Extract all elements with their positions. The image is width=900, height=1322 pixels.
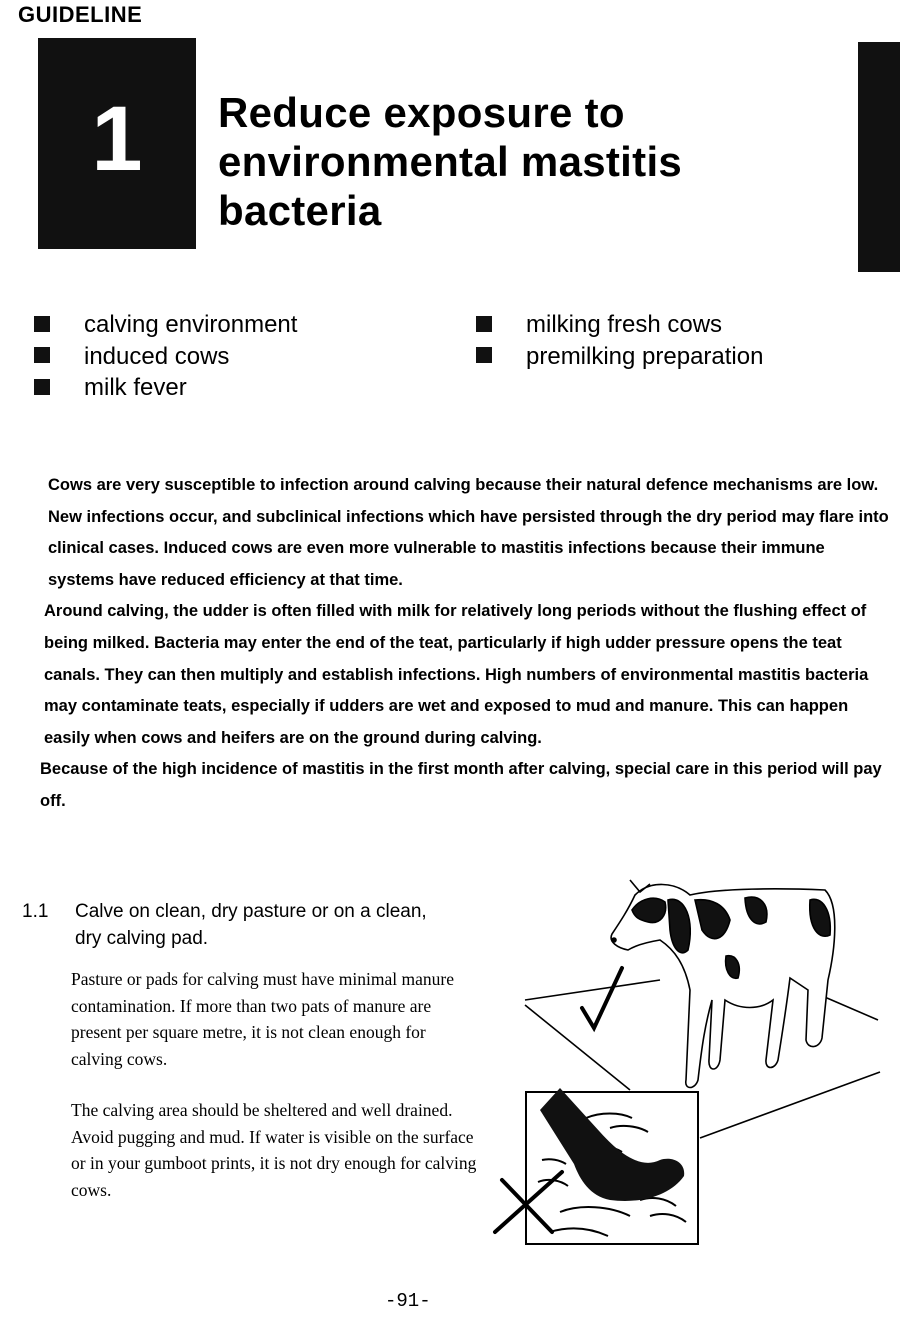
topic-label: milking fresh cows	[526, 311, 723, 338]
checkmark-icon	[582, 968, 622, 1028]
topic-item	[476, 309, 722, 341]
calf-icon	[611, 880, 835, 1088]
intro-paragraph: Cows are very susceptible to infection around calving because their natural defence mechanisms are low. New infections occur, and subclinical infections which have persisted through the dry period may flare into clinical cases. Induced cows are even more vulnerable to mastitis infections because their immune systems have reduced efficiency at that time.	[48, 476, 889, 589]
square-bullet-icon	[34, 347, 50, 363]
square-bullet-icon	[476, 347, 492, 363]
section-title: Calve on clean, dry pasture or on a clean, dry calving pad.	[75, 901, 427, 949]
topic-item	[34, 372, 187, 404]
side-tab-marker	[858, 42, 900, 272]
section-number: 1.1	[22, 901, 49, 922]
topic-item	[34, 341, 229, 373]
page-number: -91-	[385, 1290, 431, 1312]
guideline-label: GUIDELINE	[18, 2, 143, 27]
intro-text	[40, 470, 890, 818]
guideline-number-box	[38, 38, 196, 249]
page-title: Reduce exposure to environmental mastitis bacteria	[218, 89, 683, 234]
section-paragraph: Pasture or pads for calving must have minimal manure contamination. If more than two pats of manure are present per square metre, it is not clean enough for calving cows.	[71, 969, 454, 1069]
topic-label: premilking preparation	[526, 342, 764, 370]
section-heading	[22, 898, 452, 952]
calving-illustration	[490, 860, 890, 1260]
topic-label: induced cows	[84, 342, 230, 370]
topic-item	[34, 309, 297, 341]
intro-paragraph: Around calving, the udder is often filled with milk for relatively long periods without the flushing effect of being milked. Bacteria may enter the end of the teat, particularly if high udder pressure opens the teat canals. They can then multiply and establish infections. High numbers of environmental mastitis bacteria may contaminate teats, especially if udders are wet and exposed to mud and manure. This can happen easily when cows and heifers are on the ground during calving.	[44, 602, 869, 747]
topic-label: milk fever	[84, 374, 187, 401]
topic-label: calving environment	[84, 311, 298, 338]
square-bullet-icon	[476, 316, 492, 332]
intro-paragraph: Because of the high incidence of mastitis in the first month after calving, special care in this period will pay off.	[40, 760, 882, 810]
guideline-number: 1	[91, 87, 143, 190]
section-paragraph: The calving area should be sheltered and well drained. Avoid pugging and mud. If water is visible on the surface or in your gumboot prints, it is not dry enough for calving cows.	[71, 1100, 477, 1200]
section-body	[71, 966, 481, 1228]
square-bullet-icon	[34, 379, 50, 395]
square-bullet-icon	[34, 316, 50, 332]
topic-item	[476, 341, 763, 373]
